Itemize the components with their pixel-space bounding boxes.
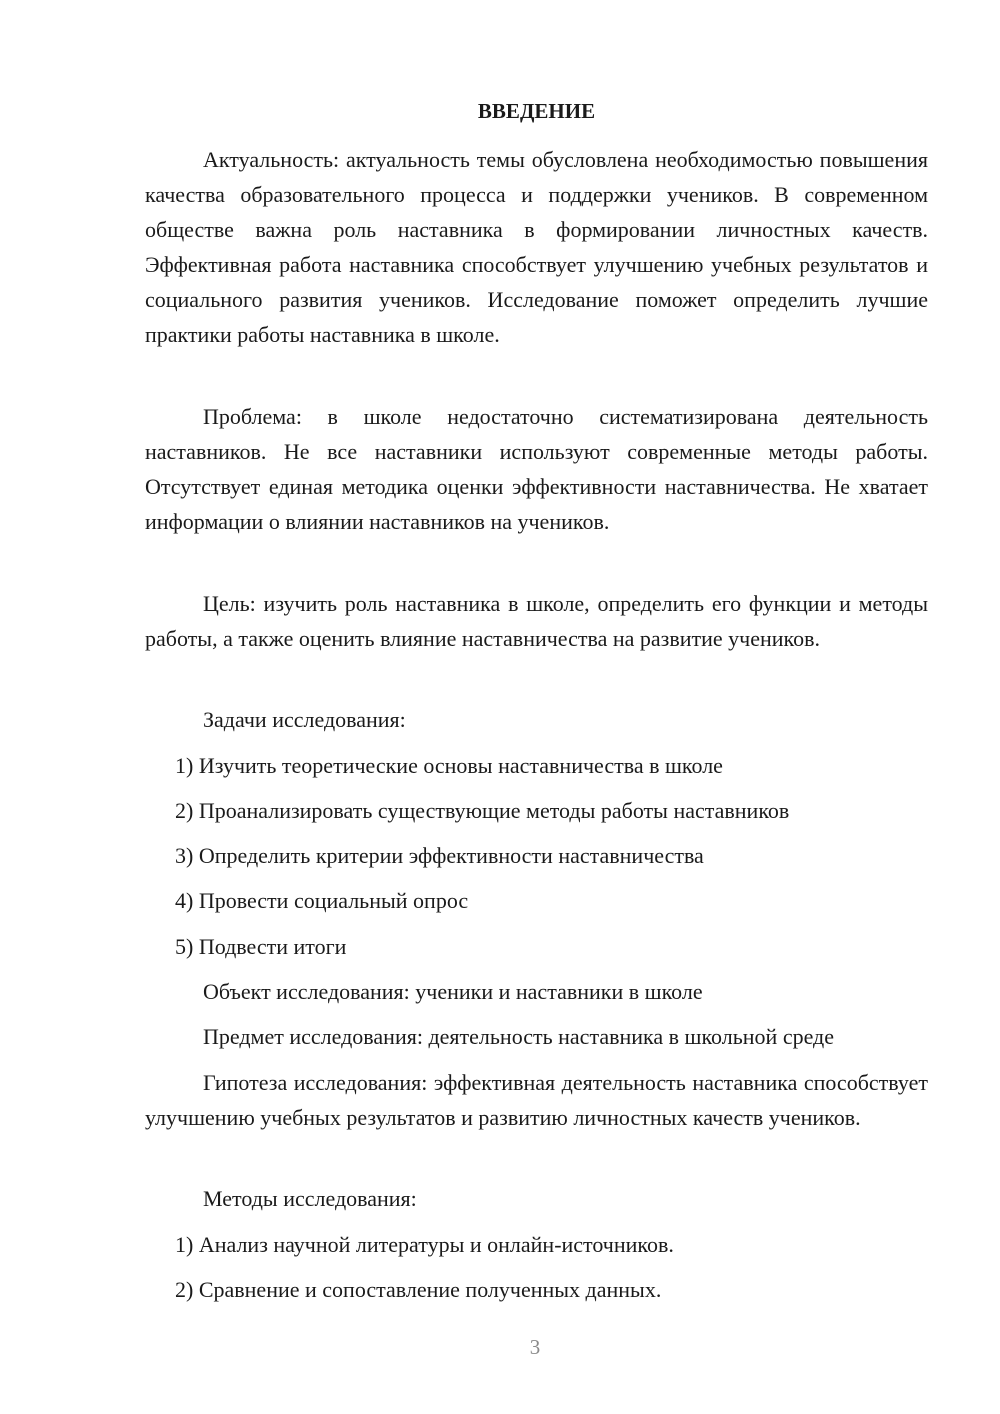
page-number: 3: [529, 1335, 541, 1359]
research-subject: Предмет исследования: деятельность наставника в школьной среде: [203, 1024, 835, 1049]
tasks-heading: Задачи исследования:: [203, 707, 406, 732]
problem-paragraph: Проблема: в школе недостаточно систематизирована деятельность наставников. Не все наставники используют современные методы работы. Отсутствует единая методика оценки эффективности наставничества. Не хватает информации о влиянии наставников на учеников.: [145, 404, 928, 534]
task-item-3: 3) Определить критерии эффективности наставничества: [175, 843, 704, 868]
goal-paragraph: Цель: изучить роль наставника в школе, определить его функции и методы работы, а также оценить влияние наставничества на развитие учеников.: [145, 591, 928, 651]
methods-heading: Методы исследования:: [203, 1186, 417, 1211]
research-object: Объект исследования: ученики и наставники в школе: [203, 979, 703, 1004]
hypothesis-paragraph: Гипотеза исследования: эффективная деятельность наставника способствует улучшению учебных результатов и развитию личностных качеств учеников.: [145, 1070, 928, 1130]
method-item-1: 1) Анализ научной литературы и онлайн-источников.: [175, 1232, 674, 1257]
task-item-1: 1) Изучить теоретические основы наставничества в школе: [175, 753, 723, 778]
task-item-5: 5) Подвести итоги: [175, 934, 347, 959]
relevance-paragraph: Актуальность: актуальность темы обусловлена необходимостью повышения качества образовательного процесса и поддержки учеников. В современном обществе важна роль наставника в формировании личностных качеств. Эффективная работа наставника способствует улучшению учебных результатов и социального развития учеников. Исследование поможет определить лучшие практики работы наставника в школе.: [145, 147, 928, 347]
task-item-4: 4) Провести социальный опрос: [175, 888, 469, 913]
page-title: ВВЕДЕНИЕ: [477, 99, 596, 123]
task-item-2: 2) Проанализировать существующие методы работы наставников: [175, 798, 790, 823]
method-item-2: 2) Сравнение и сопоставление полученных данных.: [175, 1277, 662, 1302]
